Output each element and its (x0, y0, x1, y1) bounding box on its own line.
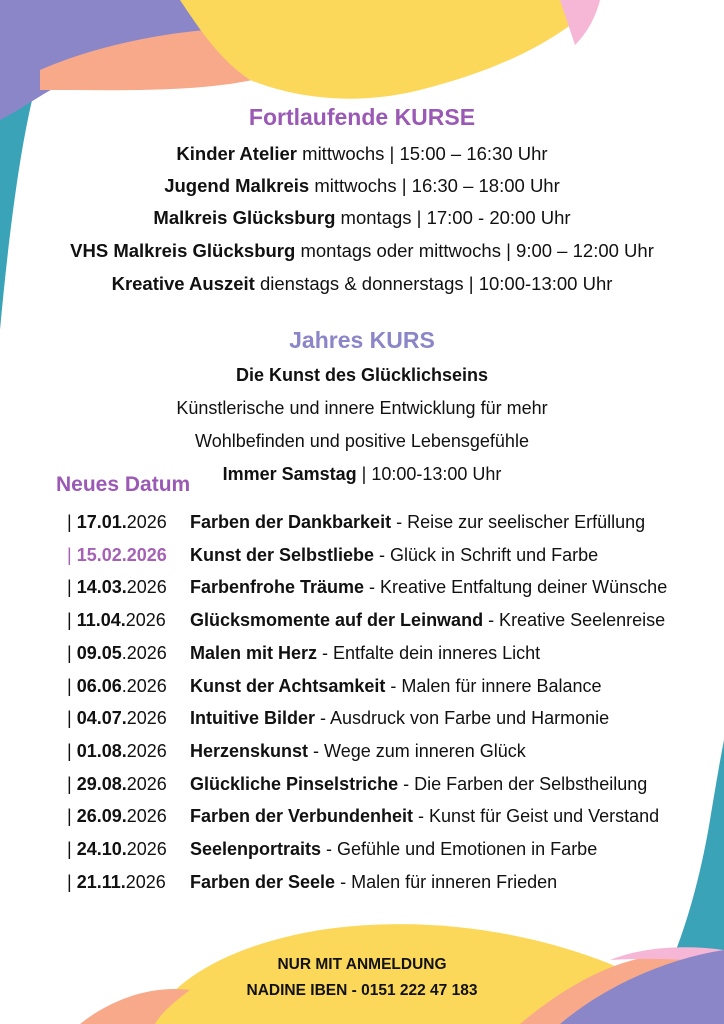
date-description (190, 610, 665, 631)
course-name: VHS Malkreis Glücksburg (70, 240, 296, 261)
neues-datum-label: Neues Datum (56, 473, 191, 496)
date-prefix: | (67, 839, 77, 859)
date-description (190, 839, 597, 860)
date-prefix: | (67, 806, 77, 827)
date-row (0, 643, 724, 671)
date-day: 06.06 (76, 675, 122, 696)
date-row (0, 610, 724, 638)
date-subtitle: - Kunst für Geist und Verstand (413, 806, 660, 827)
date-subtitle: - Ausdruck von Farbe und Harmonie (315, 708, 610, 729)
date-title: Intuitive Bilder (190, 708, 316, 729)
date-title: Kunst der Selbstliebe (190, 544, 375, 565)
course-line (0, 273, 724, 295)
date-value (67, 610, 166, 631)
date-description (190, 774, 647, 795)
date-title: Herzenskunst (190, 740, 309, 761)
date-description (190, 806, 659, 827)
date-title: Seelenportraits (190, 839, 322, 859)
date-title: Glückliche Pinselstriche (190, 773, 399, 794)
date-day: 21.11. (76, 871, 126, 892)
date-year: 2026 (126, 740, 167, 761)
date-subtitle: - Entfalte dein inneres Licht (317, 642, 541, 663)
course-line (0, 175, 724, 197)
date-value (67, 512, 167, 533)
date-year: .2026 (121, 642, 167, 663)
date-description (190, 545, 598, 566)
date-value (67, 839, 167, 860)
date-value (67, 577, 167, 598)
date-value (67, 545, 167, 566)
date-subtitle: - Wege zum inneren Glück (308, 740, 526, 761)
date-year: 2026 (126, 839, 167, 859)
footer-contact: NADINE IBEN - 0151 222 47 183 (246, 982, 478, 999)
date-subtitle: - Kreative Seelenreise (483, 610, 666, 631)
footer-registration: NUR MIT ANMELDUNG (277, 956, 447, 973)
date-day: 24.10. (76, 839, 127, 859)
course-name: Kinder Atelier (176, 143, 298, 164)
course-time: dienstags & donnerstags | 10:00-13:00 Uhr (254, 273, 613, 294)
date-row (0, 872, 724, 900)
date-row (0, 741, 724, 769)
date-title: Farben der Seele (190, 871, 336, 892)
course-time: mittwochs | 15:00 – 16:30 Uhr (297, 143, 548, 164)
date-day: 09.05 (76, 642, 122, 663)
course-time: montags oder mittwochs | 9:00 – 12:00 Uhr (295, 240, 654, 261)
date-day: 11.04. (76, 610, 126, 631)
jahres-subtitle: Die Kunst des Glücklichseins (235, 365, 489, 385)
date-day: 15.02.2026 (76, 544, 167, 565)
date-description (190, 512, 645, 533)
date-prefix: | (67, 577, 77, 598)
date-prefix: | (67, 642, 77, 663)
date-title: Farbenfrohe Träume (190, 577, 365, 598)
date-row (0, 577, 724, 605)
date-year: 2026 (126, 773, 167, 794)
date-row (0, 774, 724, 802)
date-description (190, 872, 557, 893)
date-year: 2026 (125, 610, 166, 631)
course-name: Malkreis Glücksburg (153, 207, 336, 228)
date-day: 29.08. (76, 773, 127, 794)
date-title: Kunst der Achtsamkeit (190, 675, 386, 696)
date-title: Glücksmomente auf der Leinwand (190, 610, 484, 631)
date-prefix: | (67, 544, 77, 565)
date-row (0, 676, 724, 704)
date-day: 14.03. (76, 577, 127, 598)
date-description (190, 741, 526, 762)
date-row (0, 806, 724, 834)
date-row (0, 545, 724, 573)
jahres-line-1: Künstlerische und innere Entwicklung für mehr (176, 398, 548, 418)
date-day: 26.09. (76, 806, 127, 827)
jahres-line-2: Wohlbefinden und positive Lebensgefühle (195, 431, 529, 451)
date-row (0, 708, 724, 736)
date-value (67, 741, 167, 762)
date-year: 2026 (126, 806, 167, 827)
date-value (67, 774, 167, 795)
course-line (0, 143, 724, 165)
date-prefix: | (67, 610, 77, 631)
date-value (67, 708, 167, 729)
course-line (0, 240, 724, 262)
date-subtitle: - Kreative Entfaltung deiner Wünsche (364, 577, 668, 598)
date-description (190, 708, 609, 729)
date-subtitle: - Malen für innere Balance (385, 675, 602, 696)
fortlaufende-title: Fortlaufende KURSE (248, 104, 476, 130)
date-year: 2026 (125, 871, 166, 892)
course-time: montags | 17:00 - 20:00 Uhr (335, 207, 571, 228)
date-value (67, 806, 167, 827)
date-prefix: | (67, 512, 77, 532)
date-subtitle: - Glück in Schrift und Farbe (374, 544, 599, 565)
jahres-schedule-time: | 10:00-13:00 Uhr (356, 464, 502, 484)
date-day: 17.01. (76, 512, 127, 532)
date-title: Farben der Verbundenheit (190, 806, 414, 827)
course-name: Jugend Malkreis (164, 175, 310, 196)
date-subtitle: - Reise zur seelischer Erfüllung (391, 512, 646, 532)
course-line (0, 207, 724, 229)
course-name: Kreative Auszeit (111, 273, 255, 294)
date-year: 2026 (126, 577, 167, 598)
course-time: mittwochs | 16:30 – 18:00 Uhr (309, 175, 560, 196)
date-year: 2026 (126, 512, 167, 532)
date-value (67, 872, 166, 893)
date-description (190, 643, 540, 664)
date-row (0, 839, 724, 867)
date-prefix: | (67, 773, 77, 794)
date-title: Malen mit Herz (190, 642, 318, 663)
date-description (190, 577, 667, 598)
date-prefix: | (67, 708, 77, 729)
date-prefix: | (67, 675, 77, 696)
date-prefix: | (67, 740, 77, 761)
jahres-schedule-day: Immer Samstag (222, 464, 357, 484)
date-day: 04.07. (76, 708, 127, 729)
date-row (0, 512, 724, 540)
date-year: 2026 (126, 708, 167, 729)
date-title: Farben der Dankbarkeit (190, 512, 392, 532)
date-day: 01.08. (76, 740, 127, 761)
jahres-title: Jahres KURS (289, 327, 435, 353)
date-subtitle: - Malen für inneren Frieden (335, 871, 558, 892)
date-subtitle: - Die Farben der Selbstheilung (398, 773, 648, 794)
date-description (190, 676, 602, 697)
date-prefix: | (67, 871, 77, 892)
date-subtitle: - Gefühle und Emotionen in Farbe (321, 839, 598, 859)
date-value (67, 676, 167, 697)
date-year: .2026 (121, 675, 167, 696)
date-value (67, 643, 167, 664)
